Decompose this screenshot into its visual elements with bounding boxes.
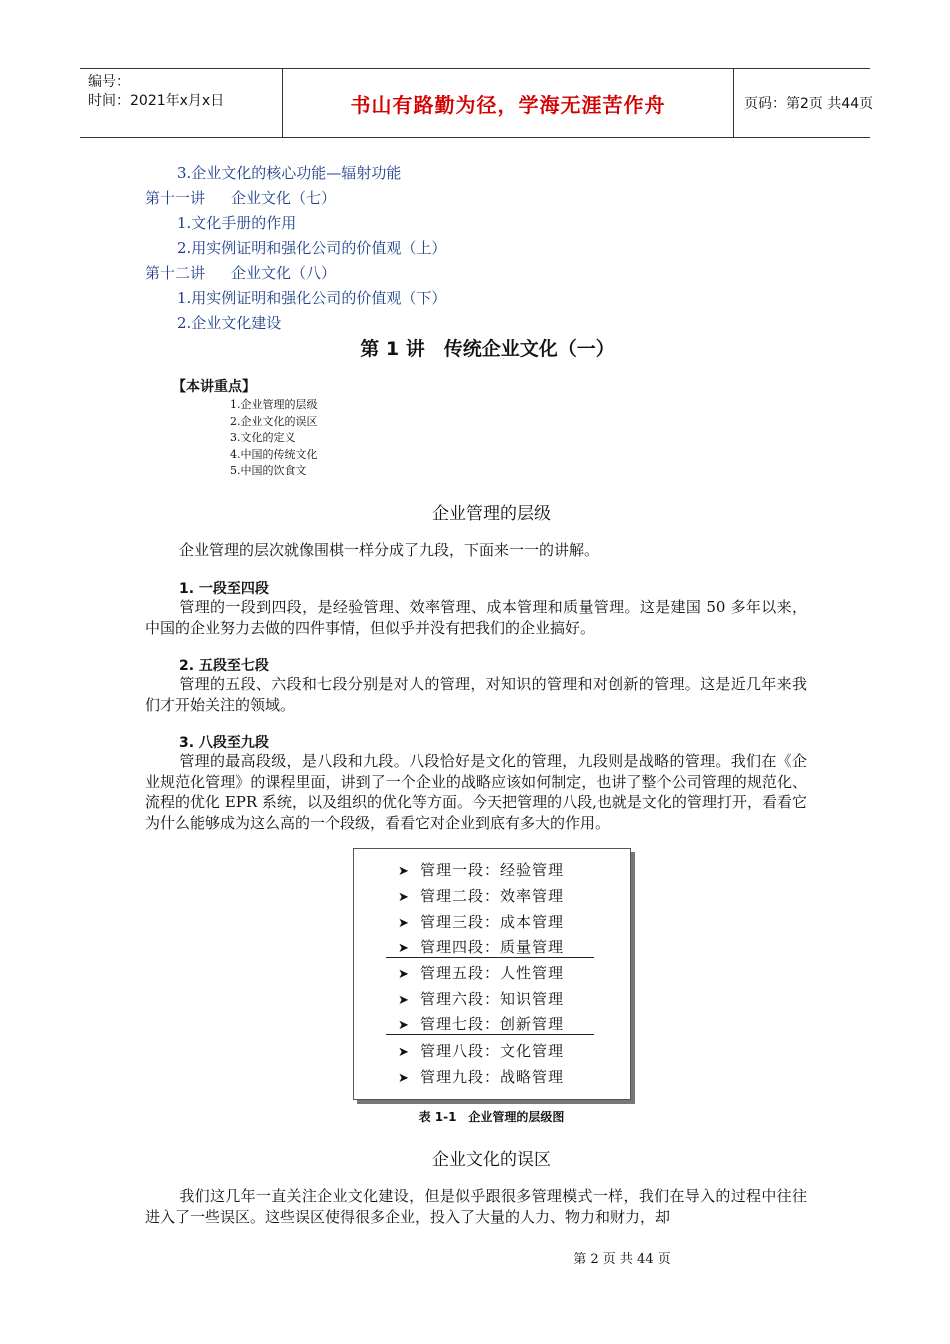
figure-caption: 表 1-1 企业管理的层级图	[418, 1110, 565, 1124]
arrow-icon: ➤	[398, 967, 410, 982]
section-title: 企业文化的误区	[432, 1150, 551, 1170]
figure-item-label: 管理九段：战略管理	[420, 1068, 565, 1086]
number-label: 编号：	[88, 74, 130, 90]
key-point-item: 2.企业文化的误区	[230, 414, 318, 428]
figure-item-label: 管理二段：效率管理	[420, 887, 565, 905]
page-footer: 第 2 页 共 44 页	[573, 1252, 671, 1267]
figure-item-label: 管理八段：文化管理	[420, 1042, 565, 1060]
arrow-icon: ➤	[398, 1071, 410, 1086]
figure-item-label: 管理三段：成本管理	[420, 913, 565, 931]
paragraph	[145, 540, 807, 561]
toc-lecture-title: 企业文化（七）	[231, 189, 337, 207]
arrow-icon: ➤	[398, 1018, 410, 1033]
paragraph-text: 管理的一段到四段，是经验管理、效率管理、成本管理和质量管理。这是建国 50 多年以来，中国的企业努力去做的四件事情，但似乎并没有把我们的企业搞好。	[145, 598, 807, 637]
time-label: 时间：2021年x月x日	[88, 93, 225, 109]
figure-item-label: 管理四段：质量管理	[420, 938, 565, 956]
group-divider	[386, 957, 594, 958]
toc-item: 2.用实例证明和强化公司的价值观（上）	[177, 239, 447, 257]
figure-item	[398, 885, 564, 906]
arrow-icon: ➤	[398, 864, 410, 879]
header-motto-cell	[282, 69, 734, 137]
arrow-icon: ➤	[398, 941, 410, 956]
paragraph	[145, 597, 807, 638]
subsection-heading: 2. 五段至七段	[179, 658, 269, 674]
arrow-icon: ➤	[398, 916, 410, 931]
toc-item: 1.用实例证明和强化公司的价值观（下）	[177, 289, 447, 307]
key-point-item: 5.中国的饮食文	[230, 464, 307, 477]
page-header	[80, 68, 874, 138]
lecture-title: 第 1 讲 传统企业文化（一）	[360, 338, 615, 360]
toc-lecture-number: 第十二讲	[145, 264, 206, 282]
figure-item-label: 管理七段：创新管理	[420, 1015, 565, 1033]
figure-item	[398, 962, 564, 983]
toc-item: 2.企业文化建设	[177, 314, 282, 332]
header-page-cell	[734, 69, 874, 137]
subsection-heading: 1. 一段至四段	[179, 581, 269, 597]
management-levels-figure	[353, 848, 631, 1100]
key-point-item: 1.企业管理的层级	[230, 398, 318, 411]
header-meta-cell	[80, 69, 282, 137]
toc-lecture	[145, 187, 336, 208]
arrow-icon: ➤	[398, 890, 410, 905]
group-divider	[386, 1034, 594, 1035]
figure-item	[398, 1066, 564, 1087]
key-points-heading: 【本讲重点】	[172, 379, 256, 395]
section-title: 企业管理的层级	[432, 504, 551, 524]
paragraph-text: 管理的最高段级，是八段和九段。八段恰好是文化的管理，九段则是战略的管理。我们在《企业规范化管理》的课程里面，讲到了一个企业的战略应该如何制定，也讲了整个公司管理的规范化、流程的优化 EPR 系统，以及组织的优化等方面。今天把管理的八段,也就是文化的管理打开，看看它为什么能够成为这么高的一个段级，看看它对企业到底有多大的作用。	[145, 752, 807, 832]
figure-item-label: 管理六段：知识管理	[420, 990, 565, 1008]
figure-item	[398, 936, 564, 957]
paragraph	[145, 1186, 807, 1227]
page-info: 页码：第2页 共44页	[744, 96, 874, 112]
paragraph	[145, 751, 807, 833]
toc-lecture-title: 企业文化（八）	[231, 264, 337, 282]
toc-item: 3.企业文化的核心功能—辐射功能	[177, 164, 402, 182]
figure-item-label: 管理一段：经验管理	[420, 861, 565, 879]
key-point-item: 3.文化的定义	[230, 431, 296, 444]
paragraph-text: 管理的五段、六段和七段分别是对人的管理，对知识的管理和对创新的管理。这是近几年来我们才开始关注的领域。	[145, 675, 807, 714]
toc-lecture	[145, 262, 336, 283]
paragraph-text: 企业管理的层次就像围棋一样分成了九段，下面来一一的讲解。	[179, 541, 600, 559]
arrow-icon: ➤	[398, 993, 410, 1008]
figure-item	[398, 859, 564, 880]
figure-item	[398, 1040, 564, 1061]
figure-item	[398, 988, 564, 1009]
toc-lecture-number: 第十一讲	[145, 189, 206, 207]
key-point-item: 4.中国的传统文化	[230, 447, 318, 461]
motto: 书山有路勤为径，学海无涯苦作舟	[350, 93, 666, 117]
arrow-icon: ➤	[398, 1045, 410, 1060]
paragraph	[145, 674, 807, 715]
paragraph-text: 我们这几年一直关注企业文化建设，但是似乎跟很多管理模式一样，我们在导入的过程中往往进入了一些误区。这些误区使得很多企业，投入了大量的人力、物力和财力，却	[145, 1187, 807, 1226]
figure-item-label: 管理五段：人性管理	[420, 964, 565, 982]
toc-item: 1.文化手册的作用	[177, 214, 297, 232]
subsection-heading: 3. 八段至九段	[179, 735, 269, 751]
figure-item	[398, 1013, 564, 1034]
figure-item	[398, 911, 564, 932]
key-points-list	[230, 397, 318, 480]
